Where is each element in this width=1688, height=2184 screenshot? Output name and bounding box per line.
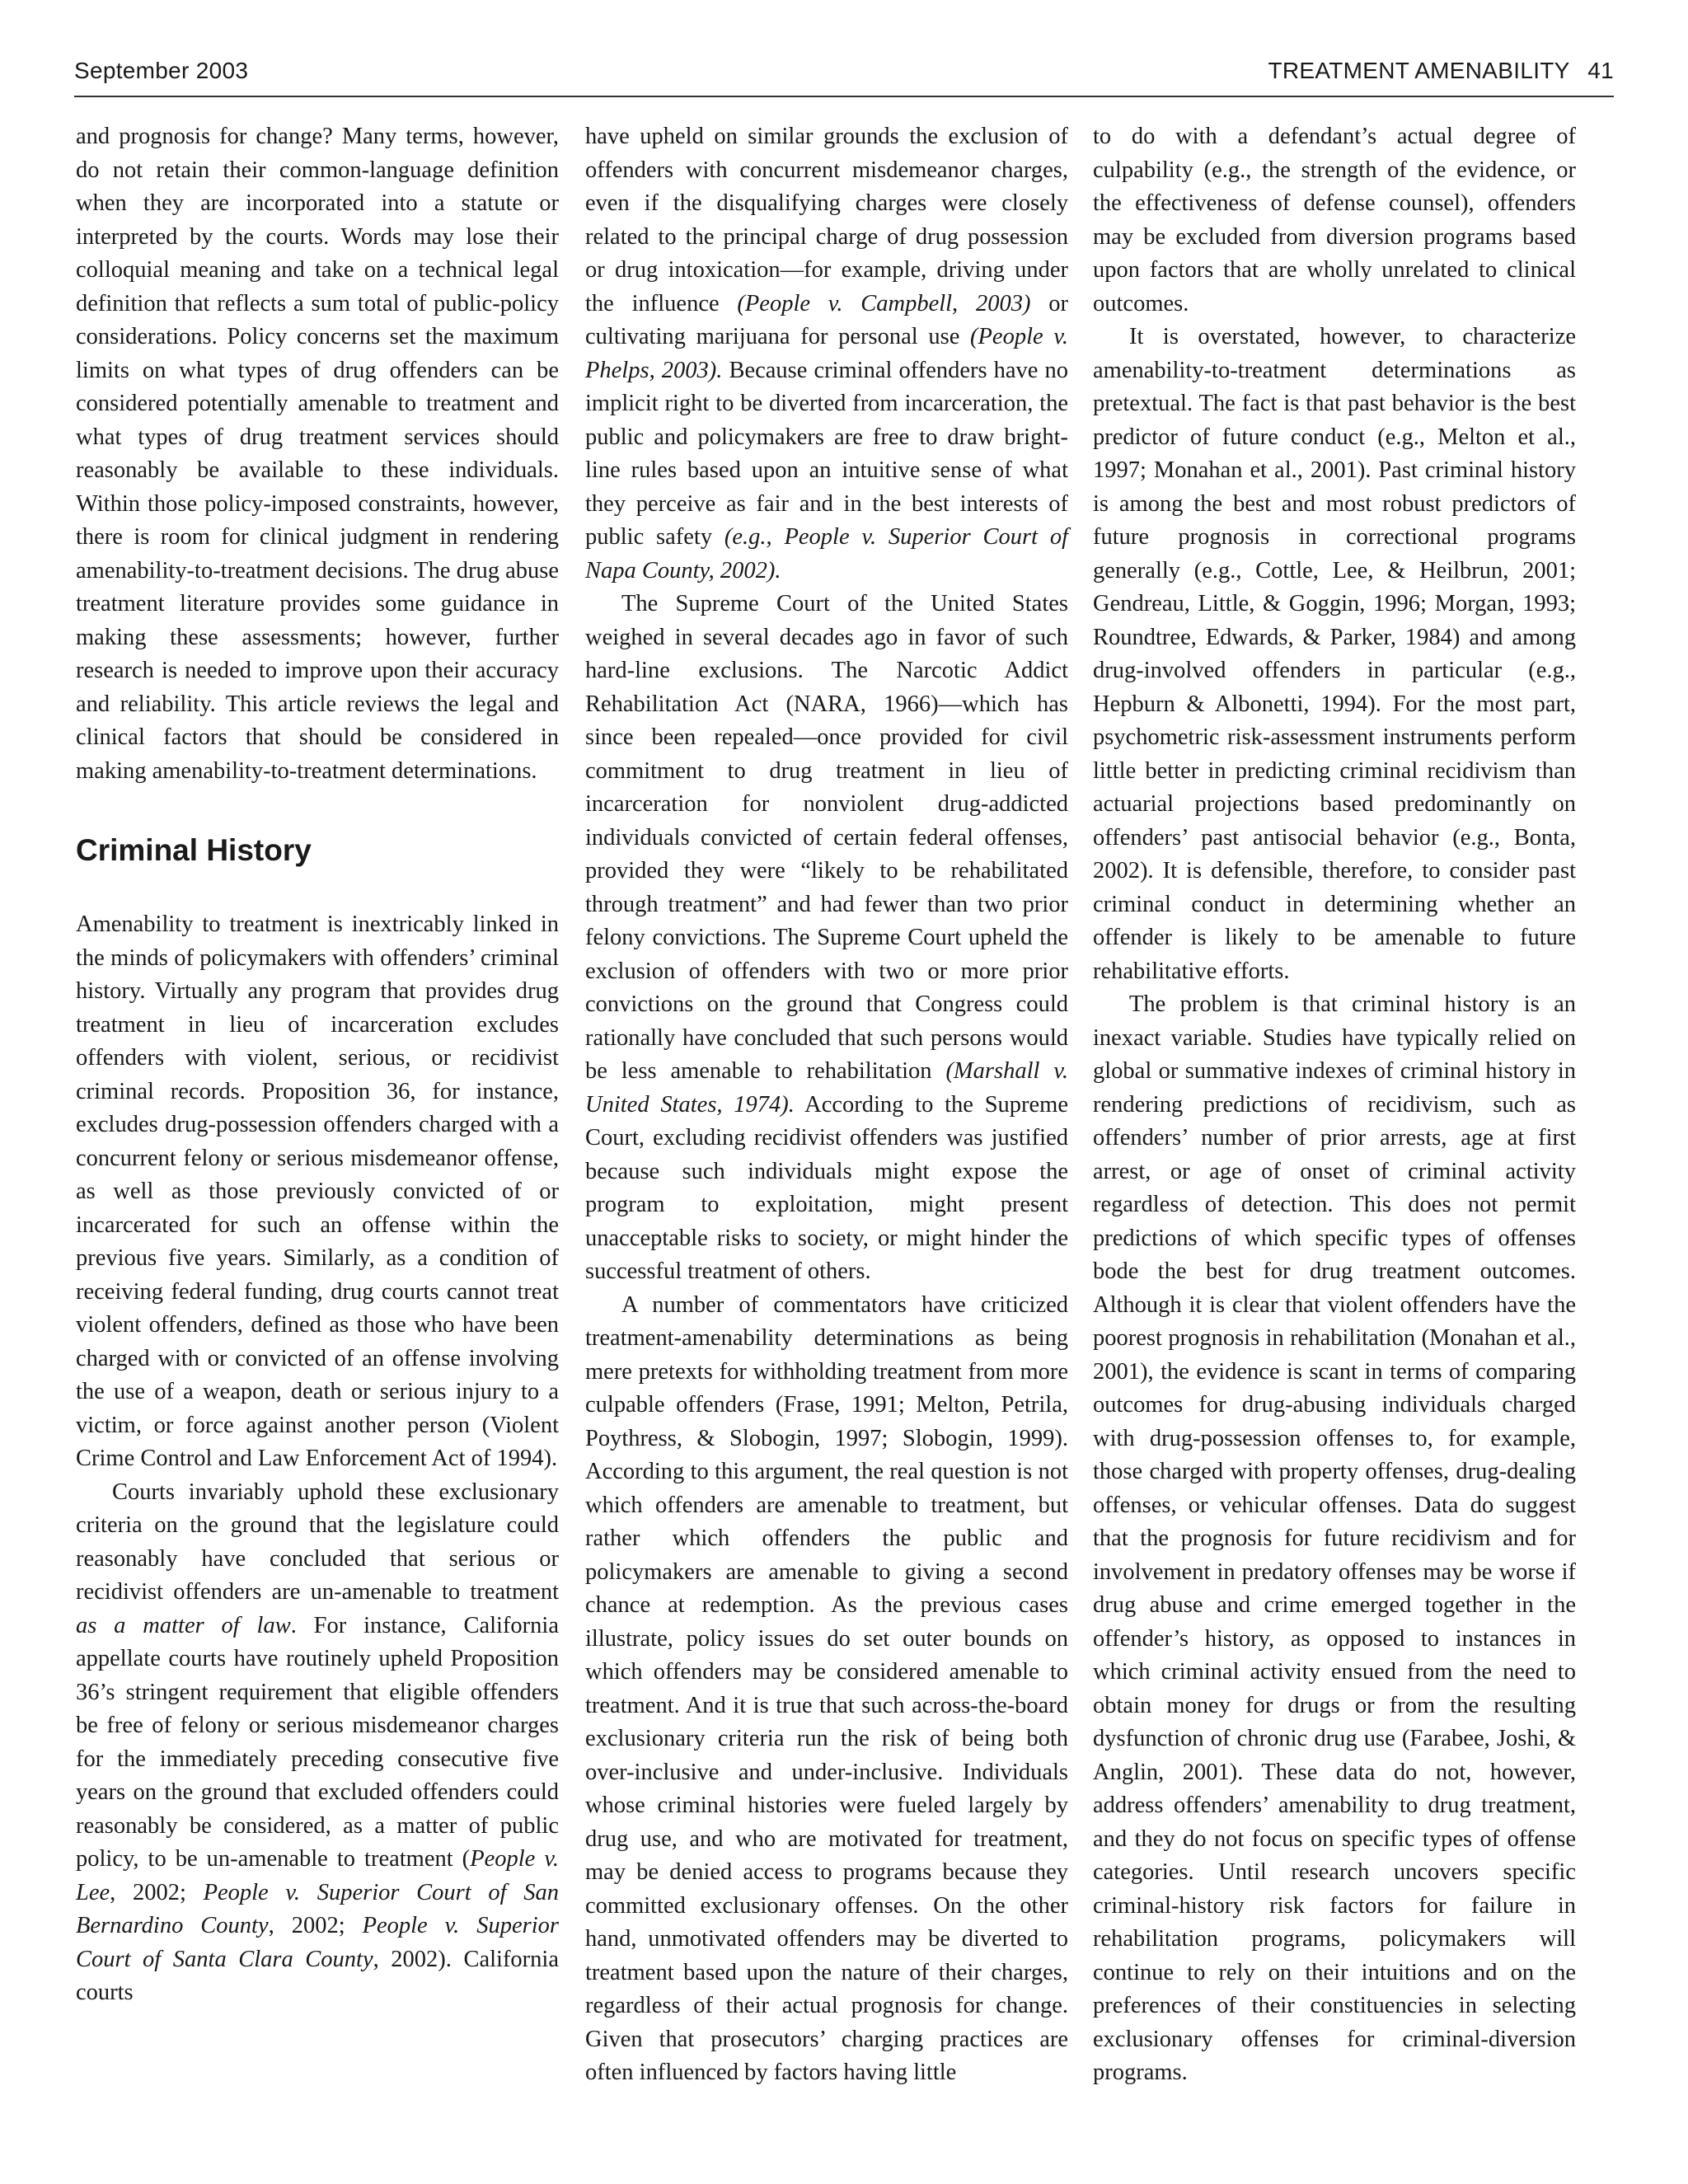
running-head-right xyxy=(1256,58,1614,84)
case-citation: (Marshall v. United States, 1974). xyxy=(585,1058,1068,1118)
paragraph xyxy=(76,1476,559,2010)
text-run: According to the Supreme Court, excluding recidivist offenders was justified because such individuals might expose the program to exploitation, might present unacceptable risks to society, or might hinder the successful treatment of others. xyxy=(585,1091,1068,1284)
case-citation: (People v. Phelps, 2003). xyxy=(585,324,1068,383)
running-head-title: TREATMENT AMENABILITY xyxy=(1268,58,1570,83)
text-run: have upheld on similar grounds the exclusion of offenders with concurrent misdemeanor charges, even if the disqualifying charges were closely related to the principal charge of drug possession or drug intoxication—for example, driving under the influence xyxy=(585,124,1068,316)
text-run: or cultivating marijuana for personal use xyxy=(585,290,1068,349)
header-rule xyxy=(74,96,1614,97)
running-head-date: September 2003 xyxy=(74,58,249,83)
text-run: , 2002). California courts xyxy=(76,1946,559,2005)
case-citation: People v. Superior Court of San Bernardino County xyxy=(76,1879,559,1938)
running-head xyxy=(74,58,1614,84)
paragraph: The problem is that criminal history is an inexact variable. Studies have typically relied on global or summative indexes of criminal history in rendering predictions of recidivism, such as offenders’ number of prior arrests, age at first arrest, or age of onset of criminal activity regardless of detection. This does not permit predictions of which specific types of offenses bode the best for drug treatment outcomes. Although it is clear that violent offenders have the poorest prognosis in rehabilitation (Monahan et al., 2001), the evidence is scant in terms of comparing outcomes for drug-abusing individuals charged with drug-possession offenses to, for example, those charged with property offenses, drug-dealing offenses, or vehicular offenses. Data do suggest that the prognosis for future recidivism and for involvement in predatory offenses may be worse if drug abuse and crime emerged together in the offender’s history, as opposed to instances in which criminal activity ensued from the need to obtain money for drugs or from the resulting dysfunction of chronic drug use (Farabee, Joshi, & Anglin, 2001). These data do not, however, address offenders’ amenability to drug treatment, and they do not focus on specific types of offense categories. Until research uncovers specific criminal-history risk factors for failure in rehabilitation programs, policymakers will continue to rely on their intuitions and on the preferences of their constituencies in selecting exclusionary offenses for criminal-diversion programs. xyxy=(1093,991,1576,2085)
text-run: The Supreme Court of the United States weighed in several decades ago in favor of such hard-line exclusions. The Narcotic Addict Rehabilitation Act (NARA, 1966)—which has since been repealed—once provided for civil commitment to drug treatment in lieu of incarceration for nonviolent drug-addicted individuals convicted of certain federal offenses, provided they were “likely to be rehabilitated through treatment” and had fewer than two prior felony convictions. The Supreme Court upheld the exclusion of offenders with two or more prior convictions on the ground that Congress could rationally have concluded that such persons would be less amenable to rehabilitation xyxy=(585,591,1068,1084)
text-column-3 xyxy=(1093,120,1576,2090)
section-heading-criminal-history: Criminal History xyxy=(76,833,312,867)
text-run: Because criminal offenders have no implicit right to be diverted from incarceration, the public and policymakers are free to draw bright-line rules based upon an intuitive sense of what they perceive as fair and in the best interests of public safety xyxy=(585,357,1068,550)
paragraph: A number of commentators have criticized treatment-amenability determinations as being mere pretexts for withholding treatment from more culpable offenders (Frase, 1991; Melton, Petrila, Poythress, & Slobogin, 1997; Slobogin, 1999). According to this argument, the real question is not which offenders are amenable to treatment, but rather which offenders the public and policymakers are amenable to giving a second chance at redemption. As the previous cases illustrate, policy issues do set outer bounds on which offenders may be considered amenable to treatment. And it is true that such across-the-board exclusionary criteria run the risk of being both over-inclusive and under-inclusive. Individuals whose criminal histories were fueled largely by drug use, and who are motivated for treatment, may be denied access to programs because they committed exclusionary offenses. On the other hand, unmotivated offenders may be diverted to treatment based upon the nature of their charges, regardless of their actual prognosis for change. Given that prosecutors’ charging practices are often influenced by factors having little xyxy=(585,1291,1068,2085)
text-column-1 xyxy=(76,120,559,2010)
text-run: Courts invariably uphold these exclusionary criteria on the ground that the legislature could reasonably have concluded that serious or recidivist offenders are un-amenable to treatment xyxy=(76,1479,559,1605)
case-citation: People v. Lee xyxy=(76,1846,559,1905)
text-run: , 2002; xyxy=(110,1879,204,1905)
paragraph: to do with a defendant’s actual degree of culpability (e.g., the strength of the evidence, or the effectiveness of defense counsel), offenders may be excluded from diversion programs based upon factors that are wholly unrelated to clinical outcomes. xyxy=(1093,124,1576,316)
paragraph: Amenability to treatment is inextricably linked in the minds of policymakers with offenders’ criminal history. Virtually any program that provides drug treatment in lieu of incarceration excludes offenders with violent, serious, or recidivist criminal records. Proposition 36, for instance, excludes drug-possession offenders charged with a concurrent felony or serious misdemeanor offense, as well as those previously convicted of or incarcerated for such an offense within the previous five years. Similarly, as a condition of receiving federal funding, drug courts cannot treat violent offenders, defined as those who have been charged with or convicted of an offense involving the use of a weapon, death or serious injury to a victim, or force against another person (Violent Crime Control and Law Enforcement Act of 1994). xyxy=(76,912,559,1471)
italic-text: as a matter of law xyxy=(76,1612,291,1638)
text-run: . For instance, California appellate courts have routinely upheld Proposition 36’s stringent requirement that eligible offenders be free of felony or serious misdemeanor charges for the immediately preceding consecutive five years on the ground that excluded offenders could reasonably be considered, as a matter of public policy, to be un-amenable to treatment ( xyxy=(76,1612,559,1872)
case-citation: (People v. Campbell, 2003) xyxy=(737,290,1031,316)
paragraph xyxy=(585,120,1068,588)
text-column-2 xyxy=(585,120,1068,2090)
paragraph: and prognosis for change? Many terms, however, do not retain their common-language definition when they are incorporated into a statute or interpreted by the courts. Words may lose their colloquial meaning and take on a technical legal definition that reflects a sum total of public-policy considerations. Policy concerns set the maximum limits on what types of drug offenders can be considered potentially amenable to treatment and what types of drug treatment services should reasonably be available to these individuals. Within those policy-imposed constraints, however, there is room for clinical judgment in rendering amenability-to-treatment decisions. The drug abuse treatment literature provides some guidance in making these assessments; however, further research is needed to improve upon their accuracy and reliability. This article reviews the legal and clinical factors that should be considered in making amenability-to-treatment determinations. xyxy=(76,124,559,784)
paragraph: It is overstated, however, to characterize amenability-to-treatment determinations as pretextual. The fact is that past behavior is the best predictor of future conduct (e.g., Melton et al., 1997; Monahan et al., 2001). Past criminal history is among the best and most robust predictors of future prognosis in correctional programs generally (e.g., Cottle, Lee, & Heilbrun, 2001; Gendreau, Little, & Goggin, 1996; Morgan, 1993; Roundtree, Edwards, & Parker, 1984) and among drug-involved offenders in particular (e.g., Hepburn & Albonetti, 1994). For the most part, psychometric risk-assessment instruments perform little better in predicting criminal recidivism than actuarial projections based predominantly on offenders’ past antisocial behavior (e.g., Bonta, 2002). It is defensible, therefore, to consider past criminal conduct in determining whether an offender is likely to be amenable to future rehabilitative efforts. xyxy=(1093,324,1576,984)
case-citation: People v. Superior Court of Santa Clara County xyxy=(76,1913,559,1972)
case-citation: (e.g., People v. Superior Court of Napa County, 2002). xyxy=(585,524,1068,583)
paragraph xyxy=(585,588,1068,1289)
text-run: , 2002; xyxy=(268,1913,363,1938)
page-number: 41 xyxy=(1587,58,1614,83)
